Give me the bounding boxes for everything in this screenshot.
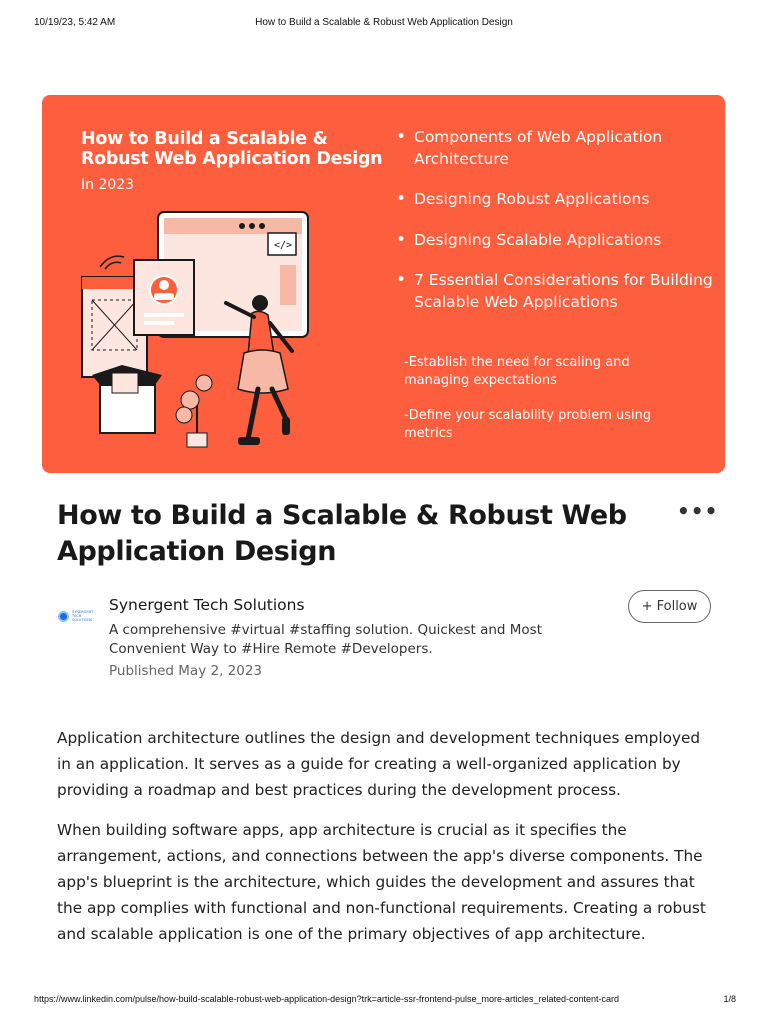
print-datetime: 10/19/23, 5:42 AM <box>34 17 116 28</box>
author-name-link[interactable]: Synergent Tech Solutions <box>109 596 305 614</box>
hero-banner <box>42 95 725 473</box>
article-paragraph: When building software apps, app architecture is crucial as it specifies the arrangement, actions, and connections between the app's diverse components. The app's blueprint is the architecture, which guides the development and assures that the app complies with functional and non-functional requirements. Creating a robust and scalable application is one of the primary objectives of app architecture. <box>57 821 706 943</box>
hero-topic-item: • Designing Robust Applications <box>394 189 714 211</box>
hero-topic-list <box>394 127 714 332</box>
hero-topic-item: • Components of Web Application Architecture <box>394 127 714 170</box>
hero-topic-item: • 7 Essential Considerations for Building Scalable Web Applications <box>394 270 714 313</box>
published-date: Published May 2, 2023 <box>109 663 263 679</box>
hero-topic-item: • Designing Scalable Applications <box>394 230 714 252</box>
company-logo-text: SYNERGENT TECH SOLUTIONS <box>72 610 94 622</box>
hero-title <box>81 129 401 169</box>
print-page-number: 1/8 <box>723 994 736 1004</box>
print-header <box>0 17 768 31</box>
company-logo-icon <box>58 611 69 622</box>
author-avatar[interactable] <box>58 607 100 625</box>
hero-title-line2: Robust Web Application Design <box>81 149 383 169</box>
hero-sub-point: -Establish the need for scaling and managing expectations <box>404 355 630 388</box>
hero-year: In 2023 <box>81 177 135 193</box>
follow-button[interactable]: + Follow <box>628 590 711 623</box>
code-icon: </> <box>274 240 293 251</box>
print-url: https://www.linkedin.com/pulse/how-build-scalable-robust-web-application-design?trk=article-ssr-frontend-pulse_more-articles_related-content-card <box>34 994 620 1004</box>
article-paragraph: Application architecture outlines the design and development techniques employed in an application. It serves as a guide for creating a well-organized application by providing a roadmap and best practices during the development process. <box>57 729 701 799</box>
web-design-illustration <box>72 205 322 455</box>
article-title: How to Build a Scalable & Robust Web Application Design <box>57 500 627 567</box>
print-page-title: How to Build a Scalable & Robust Web Application Design <box>255 17 513 28</box>
print-footer <box>0 994 768 1008</box>
hero-sub-point: -Define your scalability problem using metrics <box>404 408 652 441</box>
more-options-icon[interactable]: ••• <box>677 499 719 523</box>
author-description: A comprehensive #virtual #staffing solution. Quickest and Most Convenient Way to #Hire Remote #Developers. <box>109 622 543 657</box>
hero-title-line1: How to Build a Scalable & <box>81 129 328 149</box>
